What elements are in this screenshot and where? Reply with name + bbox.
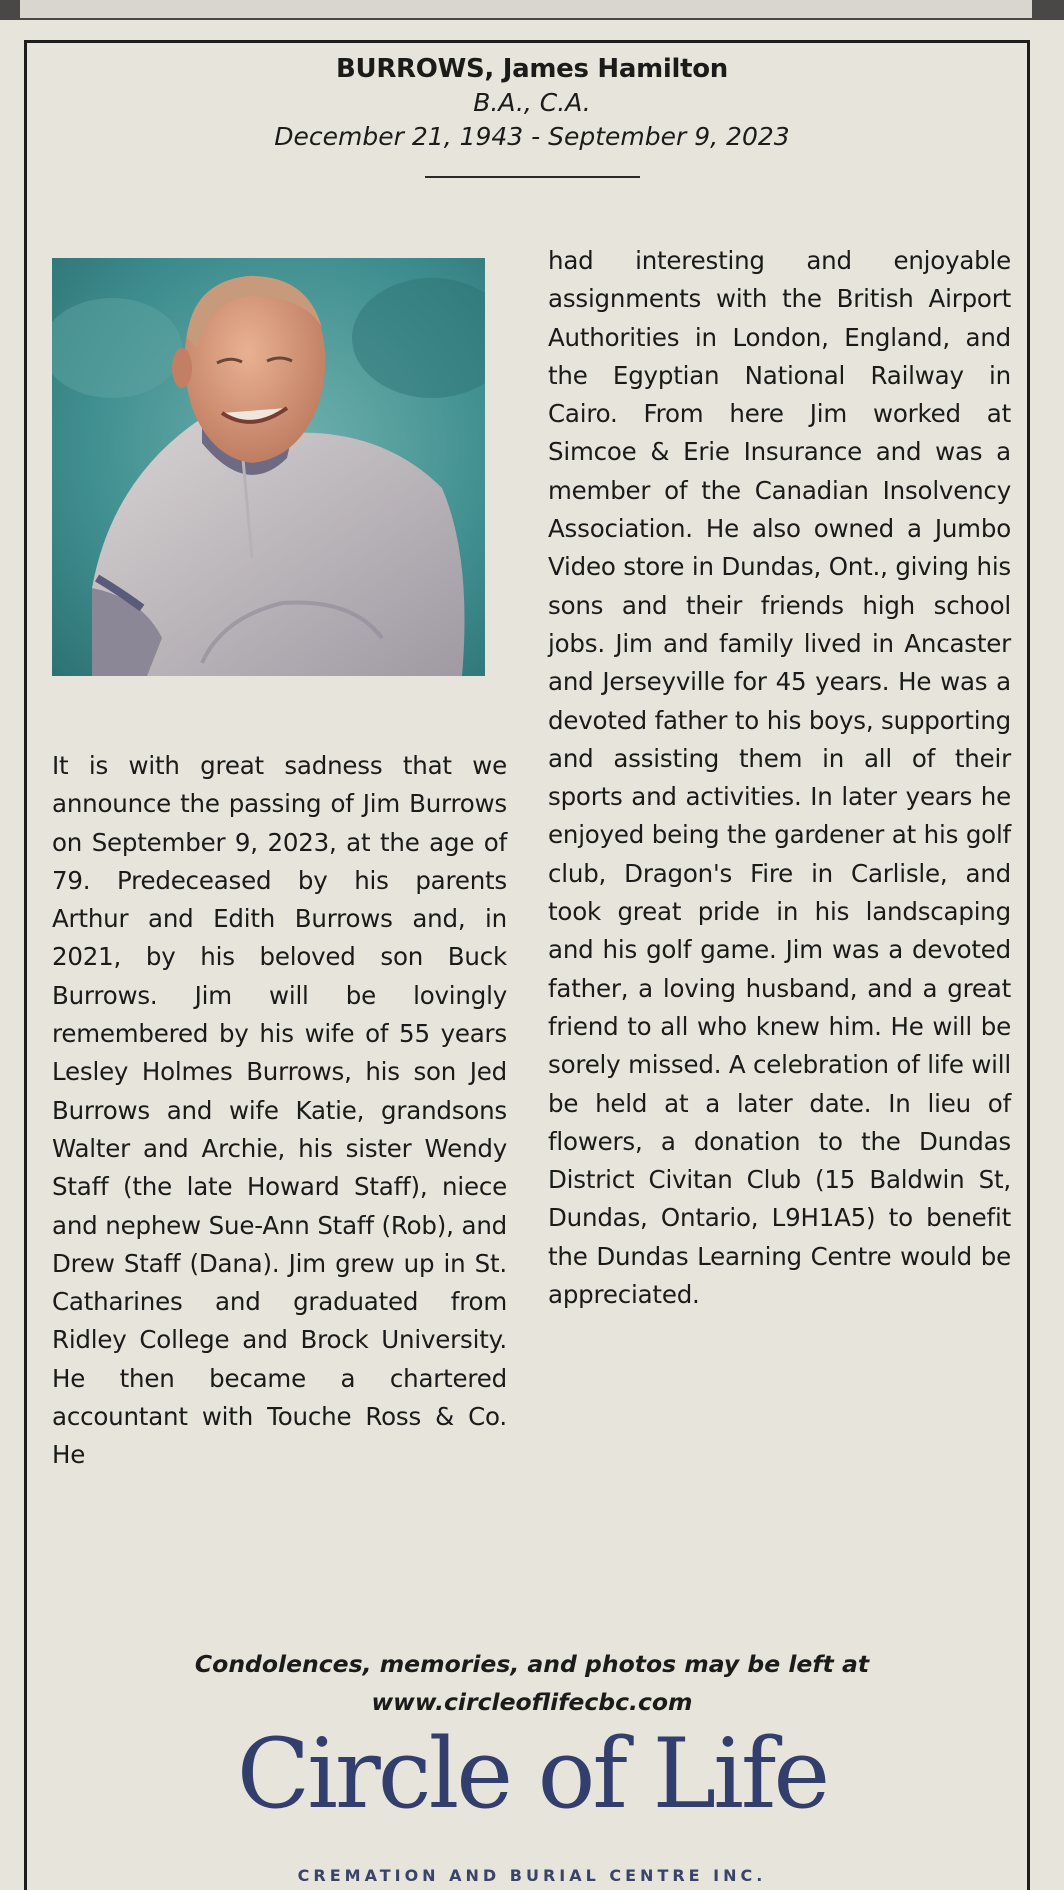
funeral-home-tagline: CREMATION AND BURIAL CENTRE INC. [297, 1866, 767, 1885]
adjacent-column-strip [20, 0, 1032, 18]
condolences-note [0, 1645, 1064, 1721]
condolences-text: Condolences, memories, and photos may be left at [194, 1650, 870, 1678]
deceased-name: BURROWS, James Hamilton [336, 54, 728, 84]
portrait-photo [52, 258, 485, 676]
life-dates: December 21, 1943 - September 9, 2023 [274, 122, 790, 151]
deceased-degrees: B.A., C.A. [473, 88, 591, 117]
obituary-text-right: had interesting and enjoyable assignments with the British Airport Authorities in London, England, and the Egyptian National Railway in Cairo. From here Jim worked at Simcoe & Erie Insurance and was a member of the Canadian Insolvency Association. He also owned a Jumbo Video store in Dundas, Ont., giving his sons and their friends high school jobs. Jim and family lived in Ancaster and Jerseyville for 45 years. He was a devoted father to his boys, supporting and assisting them in all of their sports and activities. In later years he enjoyed being the gardener at his golf club, Dragon's Fire in Carlisle, and took great pride in his landscaping and his golf game. Jim was a devoted father, a loving husband, and a great friend to all who knew him. He will be sorely missed. A celebration of life will be held at a later date. In lieu of flowers, a donation to the Dundas District Civitan Club (15 Baldwin St, Dundas, Ontario, L9H1A5) to benefit the Dundas Learning Centre would be appreciated. [548, 246, 1011, 1310]
portrait-photo-icon [52, 258, 485, 676]
obituary-text-left: It is with great sadness that we announce the passing of Jim Burrows on September 9, 2023, at the age of 79. Predeceased by his parents Arthur and Edith Burrows and, in 2021, by his beloved son Buck Burrows. Jim will be lovingly remembered by his wife of 55 years Lesley Holmes Burrows, his son Jed Burrows and wife Katie, grandsons Walter and Archie, his sister Wendy Staff (the late Howard Staff), niece and nephew Sue-Ann Staff (Rob), and Drew Staff (Dana). Jim grew up in St. Catharines and graduated from Ridley College and Brock University. He then became a chartered accountant with Touche Ross & Co. He [52, 751, 507, 1470]
funeral-home-logo: Circle of Life [236, 1718, 828, 1830]
header-divider [425, 176, 640, 178]
obituary-header [0, 52, 1064, 154]
website-link[interactable]: www.circleoflifecbc.com [371, 1688, 693, 1716]
